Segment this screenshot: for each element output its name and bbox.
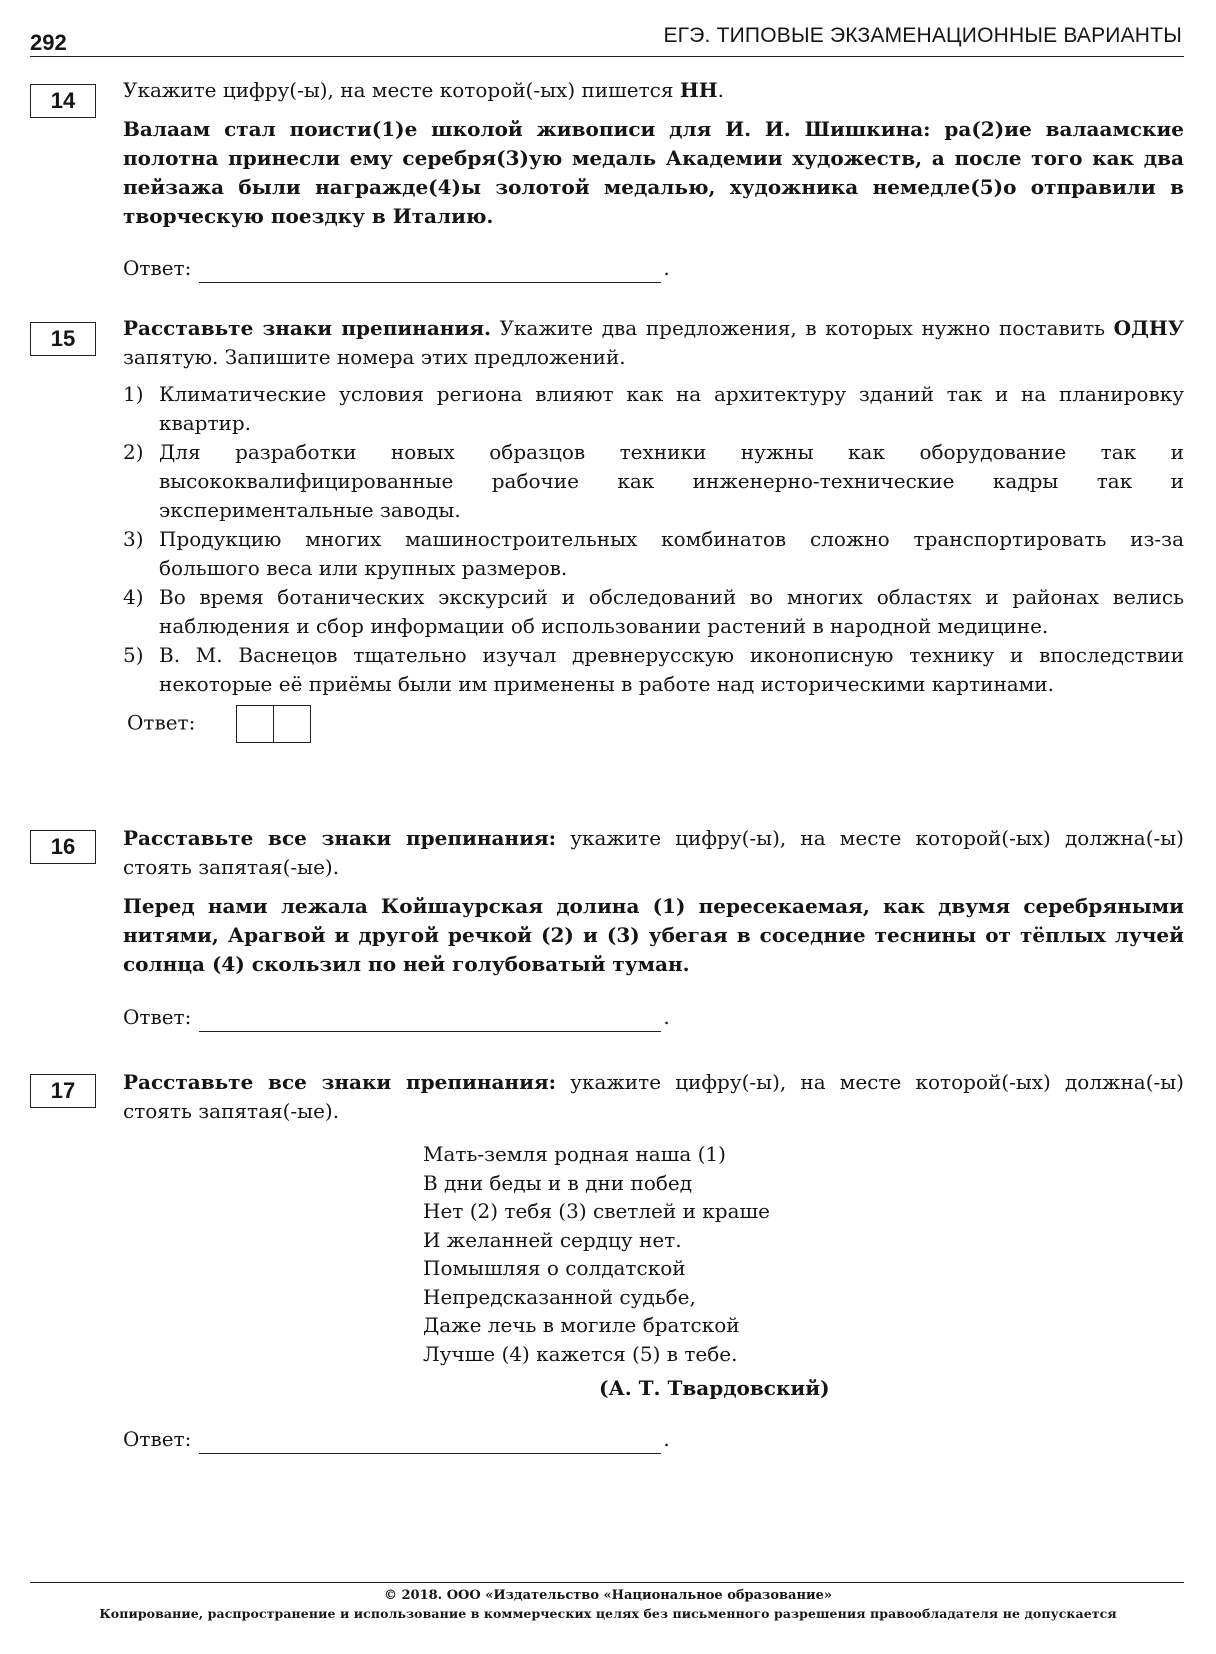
task-number-box: 14 — [30, 84, 96, 118]
task-instruction: Укажите цифру(-ы), на месте которой(-ых) пишется НН. — [123, 78, 724, 102]
answer-line — [123, 1425, 1184, 1454]
task-body — [123, 824, 1184, 1032]
poem-line: Лучше (4) кажется (5) в тебе. — [423, 1341, 738, 1366]
poem-line: Непредсказанной судьбе, — [423, 1284, 696, 1309]
task-number-box: 15 — [30, 322, 96, 356]
task-instruction: Расставьте все знаки препинания: укажите цифру(-ы), на месте которой(-ых) должна(-ы) стоять запятая(-ые). — [123, 1070, 1184, 1123]
answer-boxes — [236, 705, 311, 743]
poem-line: Даже лечь в могиле братской — [423, 1313, 740, 1337]
task-text: Перед нами лежала Койшаурская долина (1) пересекаемая, как двумя серебряными нитями, Арагвой и другой речкой (2) и (3) убегая в соседние теснины от тёплых лучей солнца (4) скользил по ней голубоватый туман. — [123, 894, 1184, 976]
task-text: Валаам стал поисти(1)е школой живописи для И. И. Шишкина: ра(2)ие валаамские полотна принесли ему серебря(3)ую медаль Академии художеств, а после того как два пейзажа были награжде(4)ы золотой медалью, художника немедле(5)о отправили в творческую поездку в Италию. — [123, 117, 1184, 228]
answer-box-1[interactable] — [237, 706, 273, 742]
header-divider — [30, 56, 1184, 57]
answer-field[interactable] — [199, 262, 661, 283]
poem-line: Помышляя о солдатской — [423, 1256, 686, 1280]
answer-field[interactable] — [199, 1433, 661, 1454]
task-number-box: 17 — [30, 1074, 96, 1108]
poem-line: В дни беды и в дни побед — [423, 1170, 693, 1195]
task-body — [123, 76, 1184, 283]
running-head: ЕГЭ. ТИПОВЫЕ ЭКЗАМЕНАЦИОННЫЕ ВАРИАНТЫ — [663, 24, 1182, 47]
answer-label: Ответ: — [123, 1005, 192, 1029]
task-body — [123, 314, 1184, 743]
poem-line: Мать-земля родная наша (1) — [423, 1142, 726, 1166]
list-item: 3) Продукцию многих машиностроительных комбинатов сложно транспортировать из-за большого веса или крупных размеров. — [123, 527, 1184, 580]
poem — [423, 1140, 1184, 1368]
footer-copyright: © 2018. ООО «Издательство «Национальное образование» — [383, 1588, 833, 1603]
answer-label: Ответ: — [127, 710, 196, 735]
answer-period: . — [663, 256, 670, 280]
list-item: 1) Климатические условия региона влияют как на архитектуру зданий так и на планировку квартир. — [123, 382, 1184, 435]
footer-legal-notice: Копирование, распространение и использование в коммерческих целях без письменного разрешения правообладателя не допускается — [99, 1606, 1117, 1621]
options-list — [123, 380, 1184, 699]
task-instruction: Расставьте все знаки препинания: укажите цифру(-ы), на месте которой(-ых) должна(-ы) стоять запятая(-ые). — [123, 826, 1184, 879]
list-item: 2) Для разработки новых образцов техники нужны как оборудование так и высококвалифицированные рабочие как инженерно-технические кадры так и экспериментальные заводы. — [123, 440, 1184, 522]
list-item: 4) Во время ботанических экскурсий и обследований во многих областях и районах велись наблюдения и сбор информации об использовании растений в народной медицине. — [123, 585, 1184, 638]
footer-divider — [30, 1582, 1184, 1583]
answer-field[interactable] — [199, 1011, 661, 1032]
poem-line: Нет (2) тебя (3) светлей и краше — [423, 1199, 770, 1223]
task-instruction: Расставьте знаки препинания. Укажите два предложения, в которых нужно поставить ОДНУ запятую. Запишите номера этих предложений. — [123, 316, 1184, 369]
list-item: 5) В. М. Васнецов тщательно изучал древнерусскую иконописную технику и впоследствии некоторые её приёмы были им применены в работе над историческими картинами. — [123, 643, 1184, 696]
answer-box-2[interactable] — [273, 706, 310, 742]
answer-period: . — [663, 1005, 670, 1029]
answer-period: . — [663, 1427, 670, 1451]
answer-line — [123, 705, 1184, 743]
poem-author: (А. Т. Твардовский) — [599, 1376, 830, 1400]
poem-line: И желанней сердцу нет. — [423, 1227, 682, 1252]
answer-label: Ответ: — [123, 1427, 192, 1451]
answer-line — [123, 1003, 1184, 1032]
page-number: 292 — [30, 30, 67, 55]
task-body — [123, 1068, 1184, 1454]
answer-label: Ответ: — [123, 256, 192, 280]
task-number-box: 16 — [30, 830, 96, 864]
answer-line — [123, 254, 1184, 283]
